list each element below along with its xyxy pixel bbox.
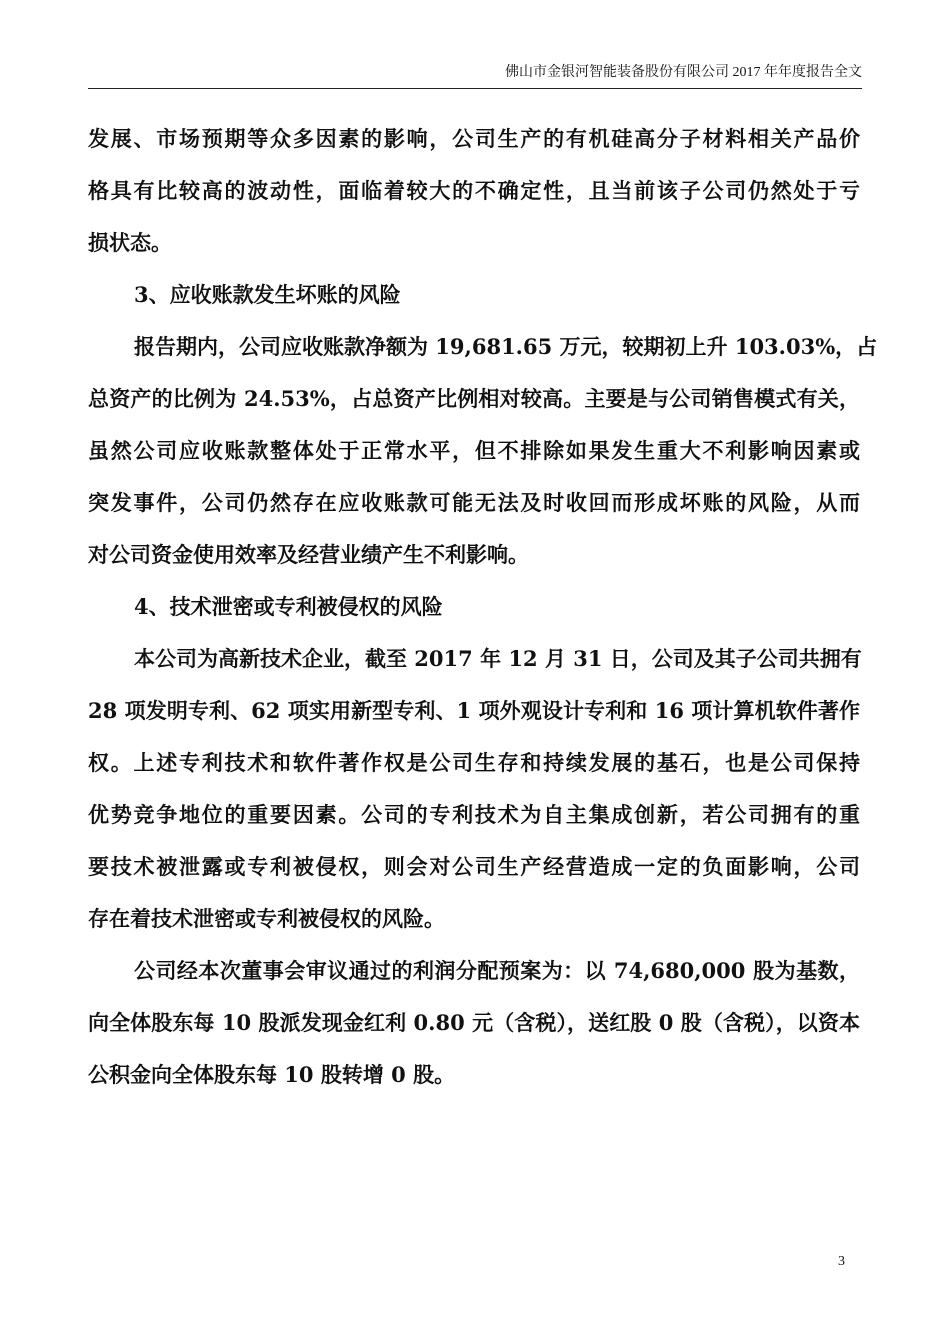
paragraph-receivables-risk [88, 321, 878, 581]
text-line: 向全体股东每 10 股派发现金红利 0.80 元（含税），送红股 0 股（含税），以资本 [88, 1010, 860, 1035]
section-heading-3: 3、应收账款发生坏账的风险 [134, 282, 401, 307]
text-line: 存在着技术泄密或专利被侵权的风险。 [88, 906, 445, 931]
text-line: 总资产的比例为 24.53%，占总资产比例相对较高。主要是与公司销售模式有关， [88, 386, 860, 411]
text-line: 权。上述专利技术和软件著作权是公司生存和持续发展的基石，也是公司保持 [88, 750, 860, 775]
text-line: 本公司为高新技术企业，截至 2017 年 12 月 31 日，公司及其子公司共拥有 [134, 646, 862, 671]
text-line: 突发事件，公司仍然存在应收账款可能无法及时收回而形成坏账的风险，从而 [88, 490, 860, 515]
text-line: 优势竞争地位的重要因素。公司的专利技术为自主集成创新，若公司拥有的重 [88, 802, 860, 827]
header-title: 佛山市金银河智能装备股份有限公司 2017 年年度报告全文 [505, 65, 862, 80]
document-body [88, 113, 878, 1101]
paragraph-profit-distribution [88, 945, 860, 1101]
paragraph-market-risk [88, 113, 860, 269]
page-header [88, 62, 862, 89]
text-line: 公积金向全体股东每 10 股转增 0 股。 [88, 1062, 456, 1087]
text-line: 发展、市场预期等众多因素的影响，公司生产的有机硅高分子材料相关产品价 [88, 126, 860, 151]
text-line: 28 项发明专利、62 项实用新型专利、1 项外观设计专利和 16 项计算机软件著作 [88, 698, 860, 723]
text-line: 要技术被泄露或专利被侵权，则会对公司生产经营造成一定的负面影响，公司 [88, 854, 860, 879]
text-line: 损状态。 [88, 230, 172, 255]
text-line: 虽然公司应收账款整体处于正常水平，但不排除如果发生重大不利影响因素或 [88, 438, 860, 463]
section-heading-4: 4、技术泄密或专利被侵权的风险 [134, 594, 443, 619]
text-line: 报告期内，公司应收账款净额为 19,681.65 万元，较期初上升 103.03%，占 [134, 334, 878, 359]
text-line: 对公司资金使用效率及经营业绩产生不利影响。 [88, 542, 529, 567]
paragraph-patent-risk [88, 633, 860, 945]
page-number: 3 [838, 1254, 845, 1269]
text-line: 格具有比较高的波动性，面临着较大的不确定性，且当前该子公司仍然处于亏 [88, 178, 860, 203]
text-line: 公司经本次董事会审议通过的利润分配预案为：以 74,680,000 股为基数， [134, 958, 860, 983]
